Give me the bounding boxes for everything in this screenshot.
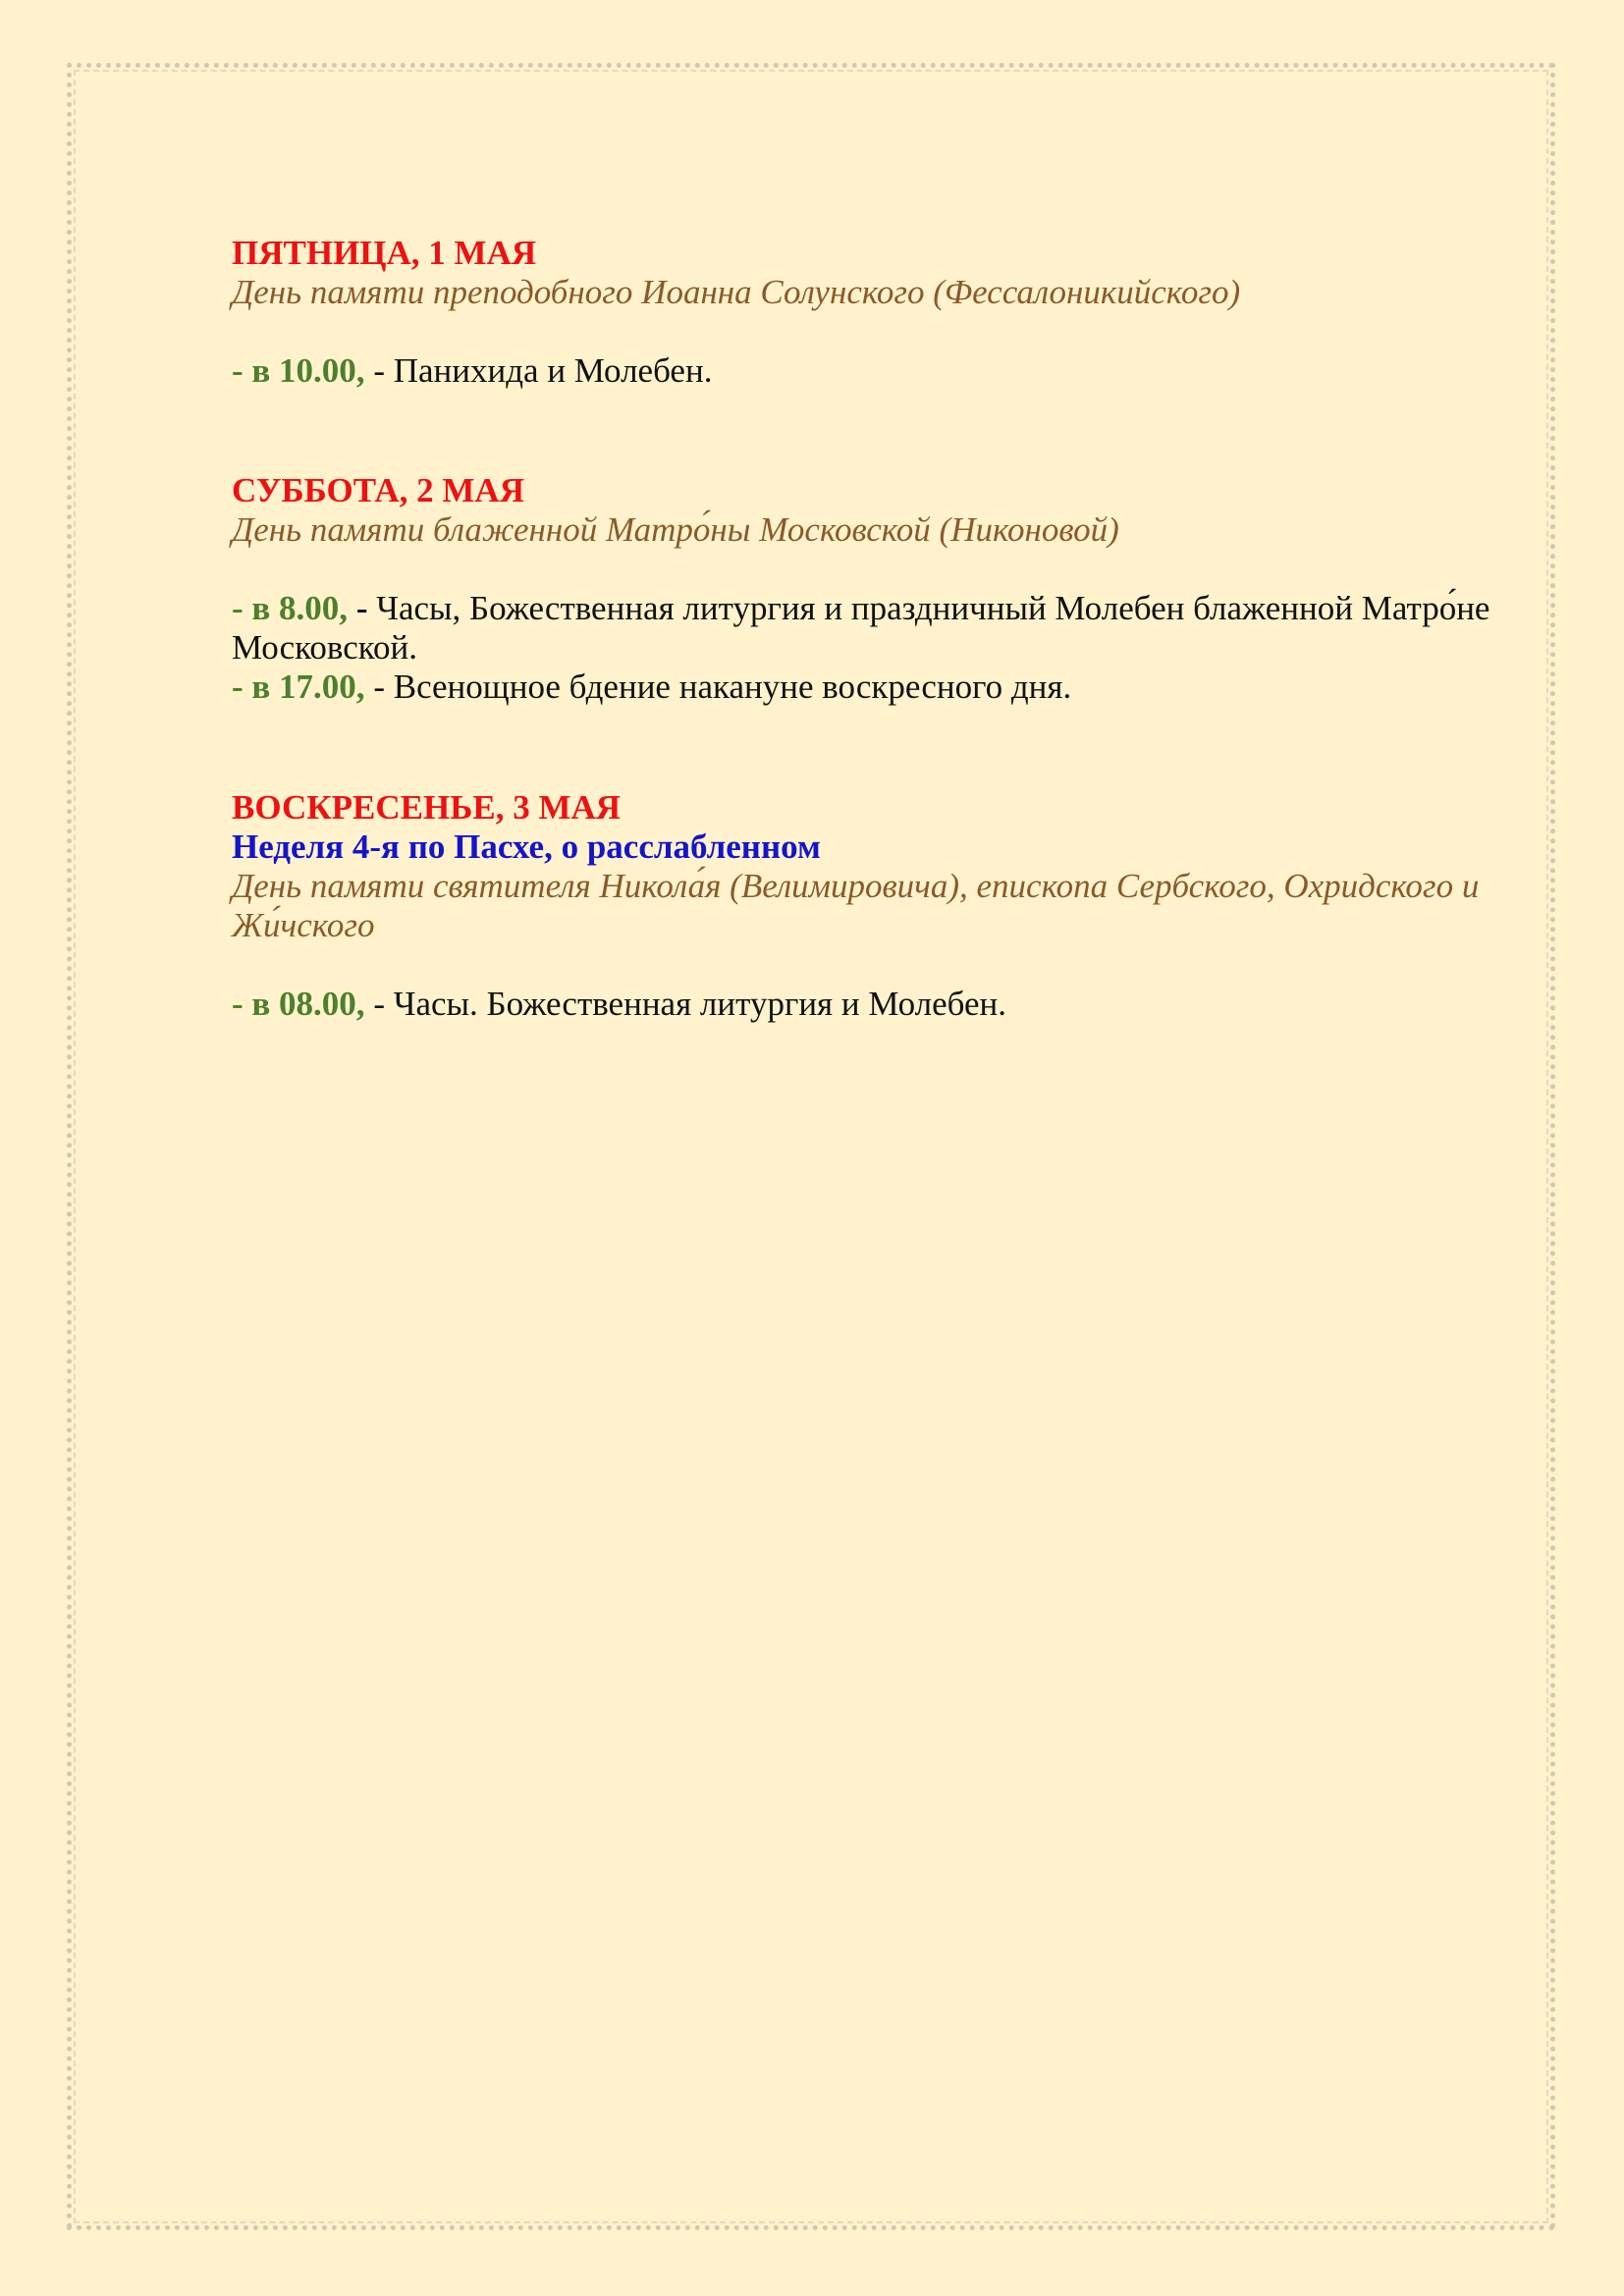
service-separator: - xyxy=(364,985,394,1023)
services-list xyxy=(232,589,1508,707)
service-time: - в 10.00, xyxy=(232,351,365,390)
service-text: Панихида и Молебен. xyxy=(393,351,713,390)
schedule xyxy=(232,234,1508,1024)
service-time: - в 08.00, xyxy=(232,985,365,1023)
sunday-subtitle: Неделя 4-я по Пасхе, о расслабленном xyxy=(232,828,821,866)
service-time: - в 17.00, xyxy=(232,667,365,706)
service-separator: - xyxy=(364,351,394,390)
service-time: - в 8.00, xyxy=(232,589,349,627)
service-text: Всенощное бдение накануне воскресного дня. xyxy=(393,667,1072,706)
service-item xyxy=(232,985,1508,1024)
day-title: ВОСКРЕСЕНЬЕ, 3 МАЯ xyxy=(232,788,622,827)
feast-description: День памяти святителя Никола́я (Велимировича), епископа Сербского, Охридского и Жи́чского xyxy=(232,867,1480,944)
service-item xyxy=(232,351,1508,391)
day-title: СУББОТА, 2 МАЯ xyxy=(232,471,524,509)
service-text: Часы. Божественная литургия и Молебен. xyxy=(393,985,1007,1023)
service-item xyxy=(232,667,1508,707)
service-separator: - xyxy=(364,667,394,706)
day-saturday xyxy=(232,471,1508,707)
day-sunday xyxy=(232,788,1508,1024)
service-item xyxy=(232,589,1508,667)
day-title: ПЯТНИЦА, 1 МАЯ xyxy=(232,234,537,272)
services-list xyxy=(232,985,1508,1024)
service-separator: - xyxy=(348,589,377,627)
service-text: Часы, Божественная литургия и праздничный Молебен блаженной Матро́не Московской. xyxy=(232,589,1490,667)
day-friday xyxy=(232,234,1508,391)
feast-description: День памяти блаженной Матро́ны Московской (Никоновой) xyxy=(232,510,1119,549)
services-list xyxy=(232,351,1508,391)
feast-description: День памяти преподобного Иоанна Солунского (Фессалоникийского) xyxy=(232,273,1241,311)
